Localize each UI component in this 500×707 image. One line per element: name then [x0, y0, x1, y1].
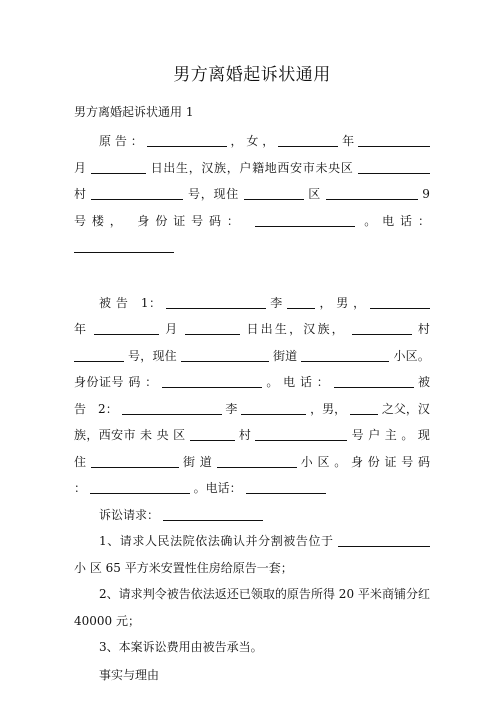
blank-field[interactable] [338, 533, 430, 547]
blank-field[interactable] [350, 401, 378, 415]
blank-field[interactable] [255, 427, 347, 441]
plaintiff-born: 日出生，汉族，户籍地西安市未央区 [150, 160, 354, 175]
blank-field[interactable] [217, 454, 297, 468]
facts-heading: 事实与理由 [99, 667, 160, 682]
claim-text: 2、请求判令被告依法返还已领取的原告所得 20 平米商铺分红 [99, 587, 430, 601]
blank-field[interactable] [181, 348, 269, 362]
ma-label: 码 ： [128, 375, 158, 389]
blank-field[interactable] [90, 480, 190, 494]
blank-field[interactable] [244, 186, 304, 200]
blank-field[interactable] [334, 374, 414, 388]
surname-label: 李 [270, 295, 283, 310]
gender-label: ， 男 ， [319, 295, 366, 310]
father-label: 之父，汉族，西安市 [74, 401, 430, 442]
village-label: 村 [74, 187, 87, 201]
blank-field[interactable] [74, 239, 174, 253]
plaintiff-label: 原 告 ： [99, 134, 143, 148]
year-label: 年 [74, 322, 89, 336]
blank-field[interactable] [91, 160, 146, 174]
year-label: 年 [342, 134, 355, 148]
gender-label: ，男， [310, 401, 347, 416]
plaintiff-paragraph [74, 128, 430, 261]
blank-field[interactable] [358, 160, 430, 174]
blank-field[interactable] [278, 133, 338, 147]
blank-field[interactable] [94, 321, 159, 335]
blank-field[interactable] [91, 186, 183, 200]
blank-field[interactable] [147, 133, 227, 147]
surname-label: 李 [225, 401, 238, 416]
hao-now-label: 号，现住 [128, 348, 177, 363]
blank-field[interactable] [352, 321, 412, 335]
community-id-label: 小 区 。 身 份 证 号 码 ： [74, 454, 430, 495]
defendant2-label: 被 告 2： [74, 375, 430, 416]
hao-now-label: 号，现住 [187, 187, 240, 201]
document-subtitle: 男方离婚起诉状通用 1 [74, 105, 194, 119]
claim-item-1 [74, 528, 430, 581]
district-label: 区 [308, 187, 322, 201]
huzhu-label: 号 户 主 。 现 住 [74, 428, 430, 469]
village-label: 村 [238, 428, 252, 442]
blank-field[interactable] [326, 186, 418, 200]
blank-field[interactable] [255, 213, 355, 227]
claims-header [74, 502, 430, 529]
document-title: 男方离婚起诉状通用 [173, 65, 331, 85]
id-label: 身份证号码： [137, 213, 245, 228]
blank-field[interactable] [166, 295, 266, 309]
spacer [74, 261, 430, 290]
month-label: 月 [74, 160, 87, 175]
blank-field[interactable] [370, 295, 430, 309]
phone-label: 。 电 话 ： [266, 375, 330, 389]
blank-field[interactable] [287, 295, 315, 309]
claims-label: 诉讼请求： [99, 507, 160, 522]
claim-text: 1、请求人民法院依法确认并分割被告位于 [99, 534, 334, 548]
street-label: 街 道 [183, 454, 213, 469]
defendant-paragraph [74, 290, 430, 502]
district-label: 未 央 区 [140, 428, 186, 442]
blank-field[interactable] [122, 401, 222, 415]
blank-field[interactable] [241, 401, 306, 415]
claim-text: 区 65 平方米安置性住房给原告一套； [89, 560, 293, 575]
blank-field[interactable] [185, 321, 240, 335]
village-label: 村 [417, 322, 430, 336]
claim-text: 3、本案诉讼费用由被告承当。 [99, 640, 263, 654]
phone-label: 。电话： [364, 213, 430, 228]
phone-label: 。电话： [193, 481, 242, 495]
claim-item-2 [74, 581, 430, 634]
blank-field[interactable] [190, 427, 235, 441]
born-label: 日出生，汉族， [246, 322, 346, 336]
street-label: 街道 [272, 348, 298, 363]
plaintiff-gender: ， 女 ， [230, 134, 275, 148]
blank-field[interactable] [91, 454, 179, 468]
blank-field[interactable] [246, 480, 326, 494]
blank-field[interactable] [358, 133, 430, 147]
blank-field[interactable] [162, 374, 262, 388]
defendant1-label: 被 告 1： [99, 295, 162, 310]
building-label: 9 号楼， [74, 187, 430, 228]
blank-field[interactable] [301, 348, 389, 362]
claim-text: 小 [74, 560, 87, 575]
claim-text: 40000 元； [74, 613, 140, 628]
blank-field[interactable] [163, 507, 263, 521]
blank-field[interactable] [74, 348, 124, 362]
community-id-label: 小区。身份证号 [74, 348, 430, 389]
claim-item-3 [74, 634, 430, 661]
month-label: 月 [165, 322, 180, 336]
